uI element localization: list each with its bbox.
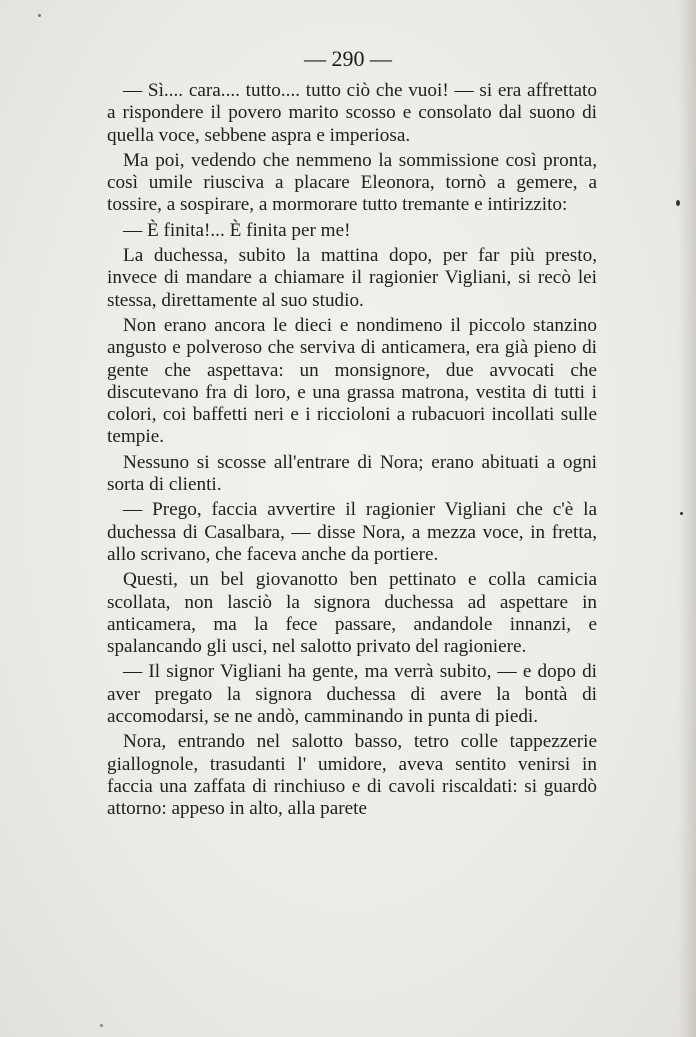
paragraph: — Prego, faccia avvertire il ragionier Vigliani che c'è la duchessa di Casalbara, — disse Nora, a mezza voce, in fretta, allo scrivano, che faceva anche da portiere. [107, 499, 597, 565]
paragraph: Non erano ancora le dieci e nondimeno il piccolo stanzino angusto e polveroso che serviva di anticamera, era già pieno di gente che aspettava: un monsignore, due avvocati che discutevano fra di loro, e una grassa matrona, vestita di tutti i colori, coi baffetti neri e i riccioloni a rubacuori incollati sulle tempie. [107, 314, 597, 448]
ink-speck [38, 14, 41, 17]
paragraph: Ma poi, vedendo che nemmeno la sommissione così pronta, così umile riusciva a placare Eleonora, tornò a gemere, a tossire, a sospirare, a mormorare tutto tremante e intirizzito: [107, 149, 597, 216]
ink-speck [680, 512, 683, 515]
paragraph: — È finita!... È finita per me! [123, 219, 351, 241]
paragraph: Nessuno si scosse all'entrare di Nora; erano abituati a ogni sorta di clienti. [107, 451, 597, 496]
paragraph: Questi, un bel giovanotto ben pettinato e colla camicia scollata, non lasciò la signora duchessa ad aspettare in anticamera, ma la fece passare, andandole innanzi, e spalancando gli usci, nel salotto privato del ragioniere. [107, 569, 597, 658]
page-edge-shadow [678, 0, 696, 1037]
paragraph: La duchessa, subito la mattina dopo, per far più presto, invece di mandare a chiamare il ragionier Vigliani, si recò lei stessa, direttamente al suo studio. [107, 245, 597, 311]
page-body [107, 80, 597, 821]
paragraph: — Sì.... cara.... tutto.... tutto ciò che vuoi! — si era affrettato a rispondere il povero marito scosso e consolato dal suono di quella voce, sebbene aspra e imperiosa. [107, 80, 597, 146]
paragraph: Nora, entrando nel salotto basso, tetro colle tappezzerie giallognole, trasudanti l' umidore, aveva sentito venirsi in faccia una zaffata di rinchiuso e di cavoli riscaldati: si guardò attorno: appeso in alto, alla parete [107, 731, 597, 820]
page-number: — 290 — [304, 46, 392, 71]
ink-speck [100, 1024, 103, 1027]
ink-speck [676, 200, 680, 206]
paragraph: — Il signor Vigliani ha gente, ma verrà subito, — e dopo di aver pregato la signora duchessa di avere la bontà di accomodarsi, se ne andò, camminando in punta di piedi. [107, 661, 597, 728]
